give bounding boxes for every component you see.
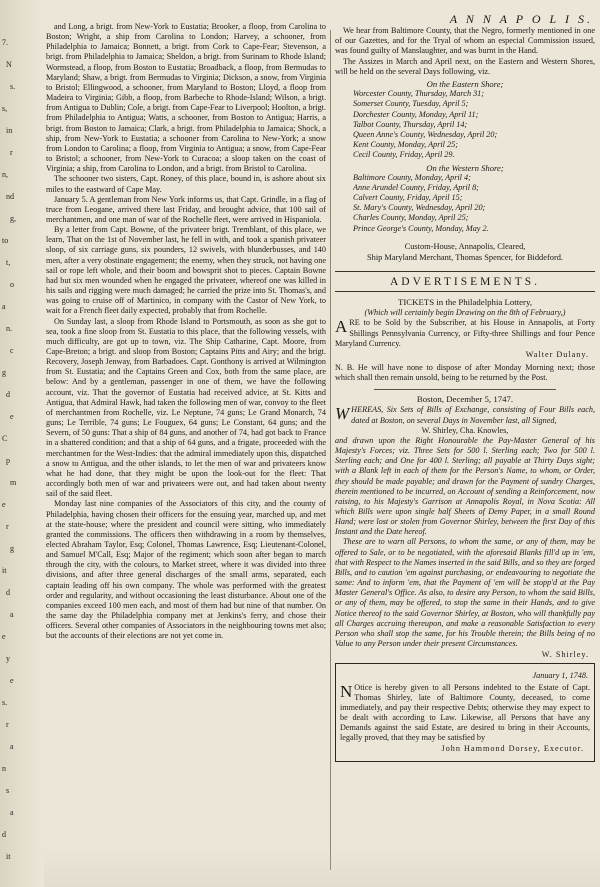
gutter-fragment: a: [10, 610, 14, 619]
gutter-fragment: d: [2, 830, 6, 839]
lottery-subtitle: (Which will certainly begin Drawing on the 8th of February,): [364, 308, 566, 318]
gutter-fragment: y: [6, 654, 10, 663]
bills-warning: These are to warn all Persons, to whom the same, or any of them, may be offered to Sale, or to be negotiated, with the aforesaid Blanks fill'd up in 'em, that with Respect to the Names inserted in the said Bills, and so they are forged Bills, and to caution 'em against purchasing, or endeavouring to negotiate the same: And to inform 'em, that the Payment of 'em will be stopp'd at the Pay Master General's Office. As also, to desire any Person, to whom the said Bills, or any of them, may be offered, to stop the same in their Hands, and to give Notice thereof to the said Governor Shirley, at Boston, who will thankfully pay all Charges accruing thereupon, and make a reasonable Satisfaction to every Person who shall stop the same, for his Trouble therein; the Bills being of no Value to any Person under their present Circumstances.: [335, 537, 595, 649]
gutter-fragment: r: [10, 148, 13, 157]
left-column: [46, 22, 326, 882]
new-york-news-paragraph: January 5. A gentleman from New York informs us, that Capt. Grindle, in a flag of truce from Leogane, arrived there last Friday, and brought advice, that 100 sail of merchantmen, and one man of war of the Rochelle fleet, were arrived in Hispaniola.: [46, 194, 326, 224]
schedule-entry: Worcester County, Thursday, March 31;: [353, 89, 484, 99]
gutter-fragment: e: [2, 500, 6, 509]
custom-house-entry: Ship Maryland Merchant, Thomas Spencer, for Biddeford.: [366, 252, 564, 262]
right-column: [335, 14, 595, 880]
ad-separator: [374, 389, 556, 390]
gutter-fragment: it: [2, 566, 7, 575]
gutter-fragment: in: [6, 126, 13, 135]
gutter-fragment: t,: [6, 258, 11, 267]
associators-paragraph: Monday last nine companies of the Associators of this city, and the county of Philadelphia, having chosen their officers for the ensuing year, marched up, and met at the state-house; where the president and council were sitting, who immediately granted the commissions. The officers then withdrawing in a room by themselves, elected Abraham Taylor, Esq; Colonel, Thomas Lawrence, Esq; Lieutenant-Colonel, and Samuel M'Call, Esq; Major of the regiment; which soon after began to march through the city, with the colours, to Market street, where it was divided into three divisions, and after three general discharges of the small arms, separated, each captain leading off his own company. The whole was performed with the greatest order and regularity, and without occasioning the least disturbance. About one of the companies exceed 100 men each, and most of them had but nine of that number. On the same day the Philadelphia company met at Jenkins's ferry, and chose their officers. Several other companies of Associators in the neighbouring towns met also; but the accounts of their elections are not yet come in.: [46, 499, 326, 641]
gutter-fragment: s,: [2, 104, 8, 113]
gutter-fragment: c: [10, 346, 14, 355]
assizes-intro: The Assizes in March and April next, on the Eastern and Western Shores, will be held on the several Days following, viz.: [335, 56, 595, 76]
schooner-ashore-paragraph: The schooner two sisters, Capt. Roney, of this place, bound in, is ashore about six miles to the eastward of Cape May.: [46, 174, 326, 194]
eastern-shore-heading: On the Eastern Shore;: [426, 78, 504, 89]
gutter-fragment: it: [6, 852, 11, 861]
schedule-entry: Charles County, Monday, April 25;: [353, 213, 469, 223]
estate-notice: [335, 663, 595, 761]
adjacent-page-gutter: [0, 0, 44, 887]
bills-lead: HEREAS, Six Sets of Bills of Exchange, consisting of Four Bills each, dated at Boston, on several Days in November last, all Signed,: [351, 405, 595, 425]
vessels-arrived-paragraph: On Sunday last, a sloop from Rhode Island to Portsmouth, as soon as she got to sea, took a fine sloop from St. Eustatia to this place, that the following vessels, with much difficulty, are got up to town, viz. The Ship Catharine, Capt. Moore, from Cape-Breton; a brigt. and sloop from Boston; Captains Pitts and Airy; and the brigt. Recovery, Joseph Jenway, from Barbadoes. Capt. Gonthony is arrived at Wilmington from St. Eustatia; and the Captains Green and Cox, both from the same place, are below: And by a gentleman, passenger in one of them, we have the following account, viz. That the governor of Eustatia had received advice, at St. Kitts and Antigua, that Admiral Hawk, had taken the following men of war, convoy to the fleet of merchantmen from Rochelle, viz. Le Neptune, 74 guns; Le Grand Monarch, 74 guns; Le Terrible, 74 guns; Le Fouguex, 64 guns; Le Constant, 64 guns; and the Severn, of 50 guns: That a ship of 84 guns, and another of 74, had got back to France in a shattered condition; and that a ship of 64 guns, and a frigate, proceeded with the merchantmen for the West-Indies: that the admiral immediately upon this, dispatched a snow to Antigua, and the other islands, to let the men of war and privateers know what he had done, that they might be upon the look-out for the fleet: That accordingly both men of war and privateers were out, and had taken about twenty sail of the said fleet.: [46, 316, 326, 499]
gutter-fragment: n.: [6, 324, 12, 333]
schedule-entry: Queen Anne's County, Wednesday, April 20;: [353, 129, 498, 139]
gutter-fragment: m: [10, 478, 17, 487]
gutter-fragment: g,: [10, 214, 16, 223]
gutter-fragment: a: [2, 302, 6, 311]
lottery-signature: Walter Dulany.: [525, 349, 589, 359]
bills-lead-block: [335, 405, 595, 425]
bills-body: and drawn upon the Right Honourable the Pay-Master General of his Majesty's Forces; viz. Three Sets for 500 l. Sterling each; Two for 500 l. Sterling each; and One for 400 l. Sterling; all payable at Thirty Days sight; with a Blank left in each of them for the Person's Name, to whom, or Order, they should be made payable; and drawn for the Payment of sundry Charges, therein mentioned to be incurred, on Account of sending a Reinforcement, now raising, to his Majesty's Garrison at Annapolis Royal, in Nova Scotia: All which Bills were upon single half Sheets of Demy Paper, in a small Round Hand; were lost or stolen from Governor Shirley, between the first Day of this Instant and the Date hereof.: [335, 435, 595, 537]
estate-notice-body: Otice is hereby given to all Persons indebted to the Estate of Capt. Thomas Shirley, late of Baltimore County, deceased, to come immediately, and pay their respective Debts; otherwise they may expect to be dealt with according to Law. Likewise, all Persons that have any Demands against the said Estate, are desired to bring in their Accounts, legally proved, that they may be satisfied by: [340, 682, 590, 743]
gutter-fragment: g: [2, 368, 6, 377]
privateer-letter-paragraph: By a letter from Capt. Bowne, of the privateer brigt. Tremblant, of this place, we learn, That on the 1st of November last, he fell in with, and took a spanish privateer sloop, of six carriage guns, six pounders, 12 swivels, with blunderbusses, and 140 men, after a very obstinate engagement; the enemy, when they struck, not having one sail or rope left whole, and their boom and bowsprit shot to pieces. Captain Bowne had but six men wounded when he engaged the privateer, whereof one was killed in his sails and rigging were much damaged; he carried the prize into St. Thomas's, and was going to cruise off of Martinico, in company with the Castor of New York, to wait for a French fleet daily expected, probably that from Rochelle.: [46, 225, 326, 316]
gutter-fragment: d: [6, 390, 10, 399]
gutter-fragment: r: [6, 522, 9, 531]
eastern-shore-schedule: [335, 89, 595, 160]
lottery-note: N. B. He will have none to dispose of after Monday Morning next; those which shall then remain unsold, being to be returned by the Post.: [335, 362, 595, 383]
drop-cap: N: [340, 681, 353, 701]
bills-advertisement: [335, 394, 595, 660]
gutter-fragment: r: [6, 720, 9, 729]
gutter-fragment: s.: [2, 698, 8, 707]
gutter-fragment: a: [10, 808, 14, 817]
schedule-entry: Cecil County, Friday, April 29.: [353, 150, 455, 160]
gutter-fragment: n,: [2, 170, 8, 179]
estate-notice-body-block: [340, 683, 590, 744]
western-shore-schedule: [335, 173, 595, 234]
gutter-fragment: a: [10, 742, 14, 751]
lottery-title: TICKETS in the Philadelphia Lottery,: [397, 297, 533, 308]
gutter-fragment: nd: [6, 192, 14, 201]
schedule-entry: Somerset County, Tuesday, April 5;: [353, 99, 469, 109]
gutter-fragment: 7.: [2, 38, 8, 47]
gutter-fragment: e: [10, 412, 14, 421]
annapolis-heading: A N N A P O L I S.: [449, 14, 593, 26]
estate-notice-signature: John Hammond Dorsey, Executor.: [441, 744, 584, 754]
gutter-fragment: C: [2, 434, 8, 443]
shipping-list-paragraph: and Long, a brigt. from New-York to Eustatia; Brooker, a floop, from Carolina to Boston; Wright, a ship from Carolina to London; Harvey, a schooner, from Philadelphia to Jamaica; Bonnett, a brigt. from Cork to Cape-Fear; Stevenson, a brigt. from Philadelphia to Jamaica; Sheldon, a brigt. from Surinam to Rhode Island; Wormstead, a floop, from Boston to Eustatia; Broadback, a floop, from Bermudas to Maryland; Shaw, a brigt. from Bermudas to Virginia; Dickson, a snow, from Virginia to Bristol; Ellingwood, a schooner, from Maryland to Boston; Lloyd, a floop from Madeira to Virginia; Gibb, a floop, from Barbeche to Rhode-Island; Wilson, a brigt. from Antigua to Dublin; Cole, a brigt. from Cape-Fear to Liverpool; Hoolton, a brigt. from Philadelphia to Antigua; Watts, a schooner, from Boston to Antigua; Harris, a brigt. from Boston to Jamaica; Clark, a brigt. from Philadelphia to Jamaica; Shock, a ship, from New-York to Eustatia; a schooner from Carolina to New-York; a snow from London to Carolina; a floop, from Virginia to Antigua; a snow, from Cape-Fear to Bristol; a schooner, from New-York to Curacoa; a sloop taken on the coast of Virginia; a ship, from Carolina to London, and a brigt. from Bristol to Carolina.: [46, 22, 326, 174]
drop-cap: A: [335, 317, 348, 337]
schedule-entry: Baltimore County, Monday, April 4;: [353, 172, 471, 182]
baltimore-negro-paragraph: We hear from Baltimore County, that the Negro, formerly mentioned in one of our Gazettes, and for the Tryal of whom an especial Commission issued, was found guilty of Manslaughter, and was burnt in the Hand.: [335, 26, 595, 56]
gutter-fragment: to: [2, 236, 9, 245]
estate-notice-date: January 1, 1748.: [532, 671, 588, 681]
section-divider: [335, 271, 595, 272]
gutter-fragment: e: [2, 632, 6, 641]
gutter-fragment: s: [6, 786, 10, 795]
gutter-fragment: n: [2, 764, 6, 773]
custom-house-notice: [335, 241, 595, 263]
schedule-entry: Dorchester County, Monday, April 11;: [353, 109, 479, 119]
section-divider: [335, 291, 595, 292]
advertisements-heading: ADVERTISEMENTS.: [389, 275, 541, 288]
gutter-fragment: e: [10, 676, 14, 685]
gutter-fragment: o: [10, 280, 14, 289]
custom-house-heading: Custom-House, Annapolis, Cleared,: [404, 241, 526, 251]
schedule-entry: Talbot County, Thursday, April 14;: [353, 119, 468, 129]
gutter-fragment: g: [10, 544, 14, 553]
schedule-entry: Prince George's County, Monday, May 2.: [353, 223, 489, 233]
bills-dateline: Boston, December 5, 1747.: [416, 394, 514, 405]
schedule-entry: Anne Arundel County, Friday, April 8;: [353, 182, 479, 192]
schedule-entry: St. Mary's County, Wednesday, April 20;: [353, 203, 486, 213]
bills-signers: W. Shirley, Cha. Knowles,: [421, 425, 509, 435]
gutter-fragment: s.: [10, 82, 16, 91]
gutter-fragment: N: [6, 60, 12, 69]
drop-cap: W: [335, 404, 350, 424]
gutter-fragment: p: [6, 456, 10, 465]
lottery-advertisement: [335, 297, 595, 383]
lottery-body-block: [335, 318, 595, 348]
western-shore-heading: On the Western Shore;: [426, 162, 504, 173]
lottery-body: RE to be Sold by the Subscriber, at his House in Annapolis, at Forty Shillings Pennsylvania Currency, or Fifty-three Shillings and four Pence Maryland Currency.: [335, 318, 595, 348]
gutter-fragment: d: [6, 588, 10, 597]
schedule-entry: Kent County, Monday, April 25;: [353, 140, 458, 150]
bills-signature: W. Shirley.: [541, 650, 589, 660]
schedule-entry: Calvert County, Friday, April 15;: [353, 193, 463, 203]
column-rule: [330, 30, 331, 870]
